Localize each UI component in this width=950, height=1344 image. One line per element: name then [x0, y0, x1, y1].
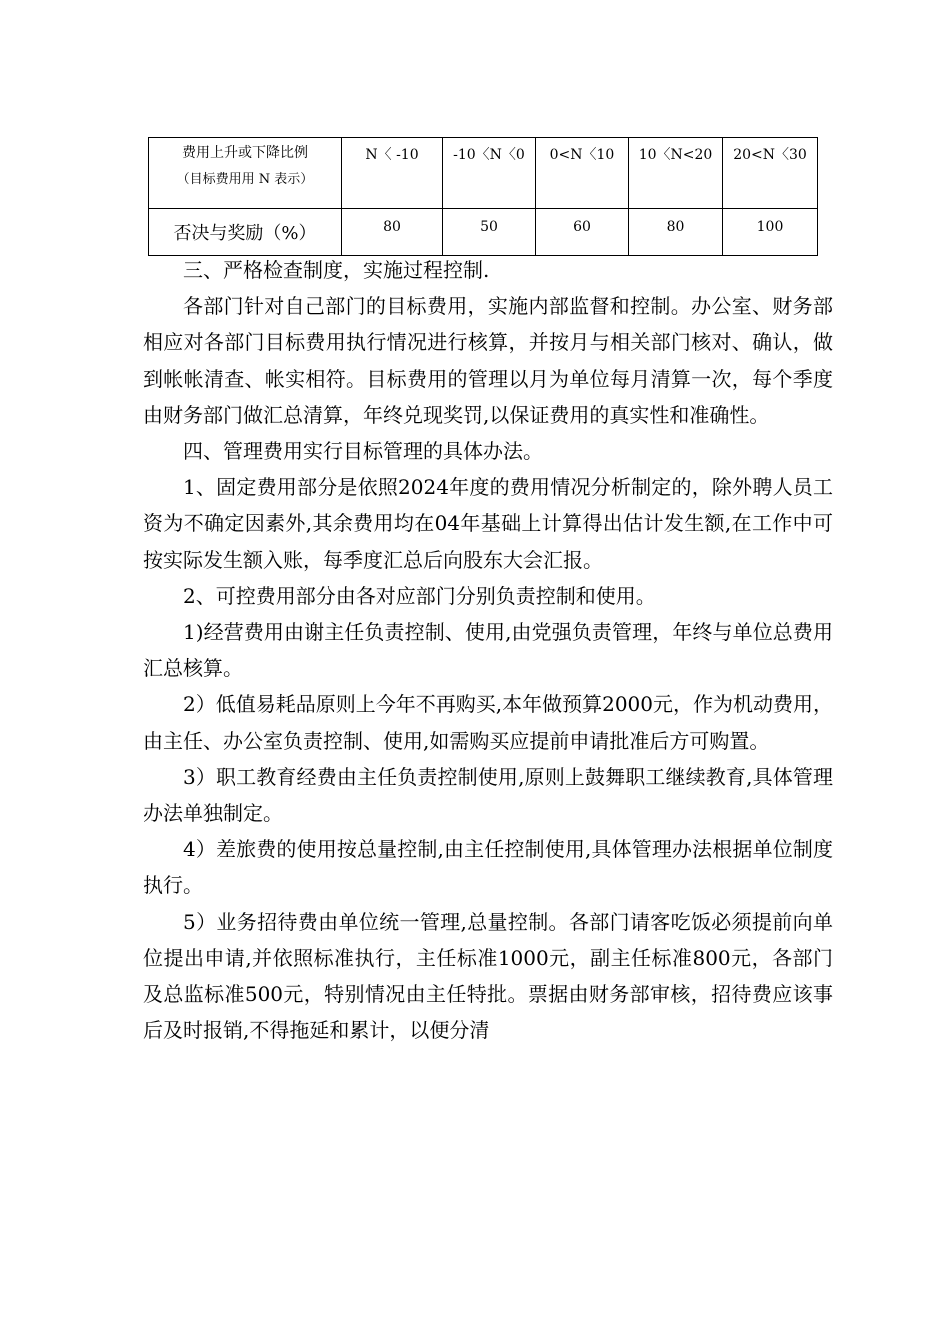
ratio-label: 费用上升或下降比例	[182, 145, 308, 161]
ratio-range-cell: -10〈N〈0	[443, 138, 536, 209]
reward-value-cell: 80	[629, 209, 723, 256]
section-heading: 四、管理费用实行目标管理的具体办法。	[183, 439, 543, 464]
ratio-range-cell: 0<N〈10	[536, 138, 629, 209]
ratio-label-cell	[149, 138, 342, 209]
ratio-range-cell: 20<N〈30	[723, 138, 818, 209]
reward-label-cell: 否决与奖励（%）	[149, 209, 342, 256]
paragraph: 2、可控费用部分由各对应部门分别负责控制和使用。	[183, 583, 656, 608]
ratio-label-note: （目标费用用 N 表示）	[176, 172, 314, 187]
paragraph: 2）低值易耗品原则上今年不再购买,本年做预算2000元，作为机动费用，由主任、办公室负责控制、使用,如需购买应提前申请批准后方可购置。	[143, 692, 833, 753]
paragraph: 4）差旅费的使用按总量控制,由主任控制使用,具体管理办法根据单位制度执行。	[143, 837, 833, 898]
ratio-range-cell: 10〈N<20	[629, 138, 723, 209]
paragraph: 各部门针对自己部门的目标费用，实施内部监督和控制。办公室、财务部相应对各部门目标费用执行情况进行核算，并按月与相关部门核对、确认，做到帐帐清查、帐实相符。目标费用的管理以月为单位每月清算一次，每个季度由财务部门做汇总清算，年终兑现奖罚,以保证费用的真实性和准确性。	[143, 294, 833, 427]
paragraph: 1)经营费用由谢主任负责控制、使用,由党强负责管理，年终与单位总费用汇总核算。	[143, 620, 833, 681]
reward-value-cell: 60	[536, 209, 629, 256]
reward-value-cell: 80	[342, 209, 443, 256]
reward-value-cell: 50	[443, 209, 536, 256]
body-text	[143, 252, 833, 1048]
table-row	[149, 209, 818, 256]
paragraph: 5）业务招待费由单位统一管理,总量控制。各部门请客吃饭必须提前向单位提出申请,并依照标准执行，主任标准1000元，副主任标准800元，各部门及总监标准500元，特别情况由主任特批。票据由财务部审核，招待费应该事后及时报销,不得拖延和累计，以便分清	[143, 909, 833, 1043]
table-header-row	[149, 138, 818, 209]
target-cost-ratio-table	[148, 137, 818, 256]
section-heading: 三、严格检查制度，实施过程控制.	[183, 258, 490, 282]
reward-value-cell: 100	[723, 209, 818, 256]
paragraph: 3）职工教育经费由主任负责控制使用,原则上鼓舞职工继续教育,具体管理办法单独制定。	[143, 764, 833, 826]
ratio-range-cell: N〈 -10	[342, 138, 443, 209]
paragraph: 1、固定费用部分是依照2024年度的费用情况分析制定的，除外聘人员工资为不确定因素外,其余费用均在04年基础上计算得出估计发生额,在工作中可按实际发生额入账，每季度汇总后向股东大会汇报。	[143, 475, 833, 572]
